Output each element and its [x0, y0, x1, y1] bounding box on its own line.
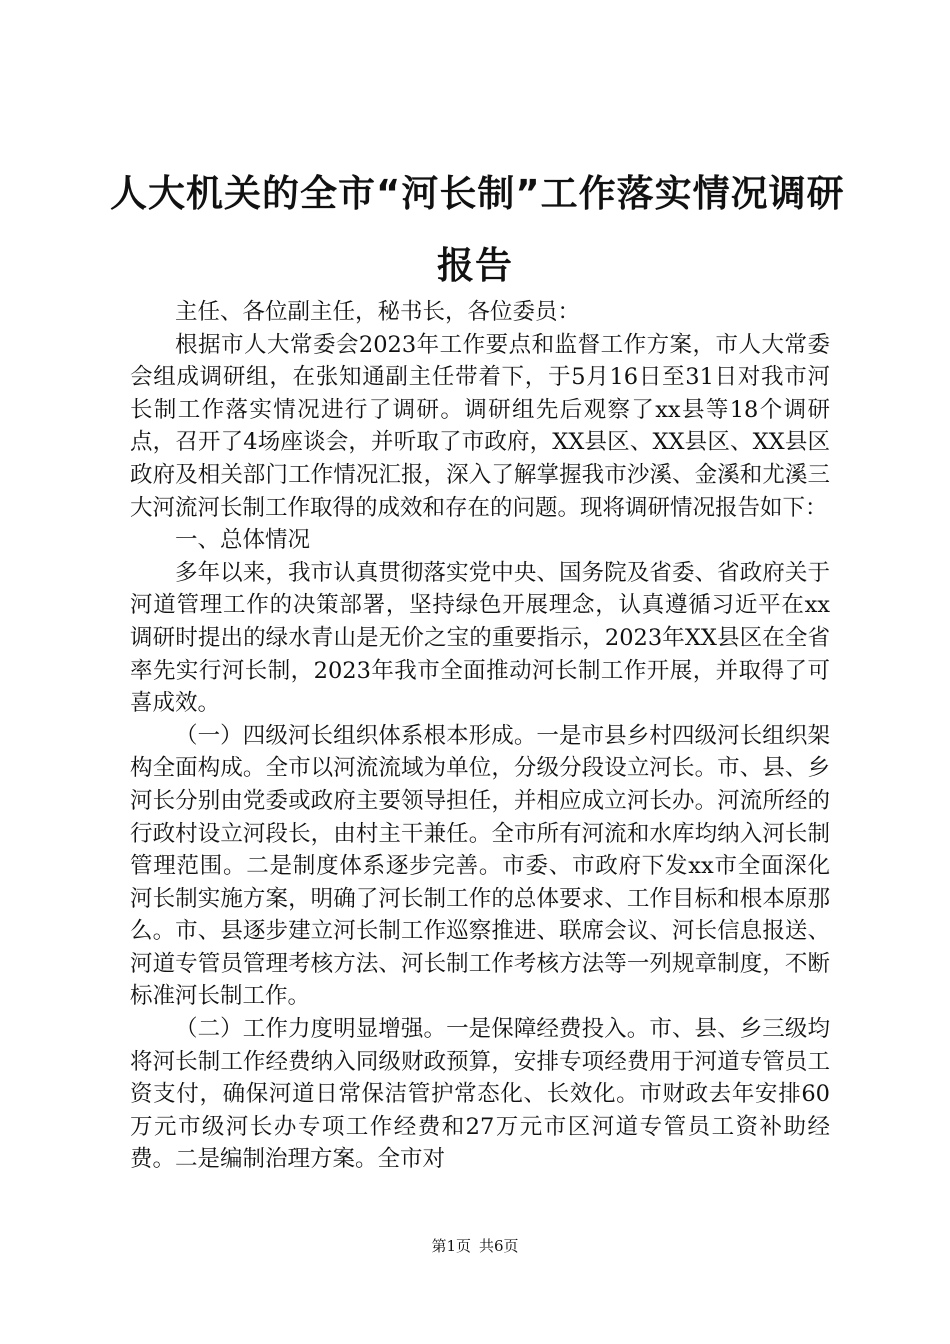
document-title [110, 158, 845, 302]
title-line-1: 人大机关的全市“河长制”工作落实情况调研 [110, 172, 845, 215]
section-heading: 一、总体情况 [175, 527, 311, 554]
salutation-paragraph: 主任、各位副主任，秘书长，各位委员： [175, 299, 581, 325]
overview-paragraph: 多年以来，我市认真贯彻落实党中央、国务院及省委、省政府关于河道管理工作的决策部署，坚持绿色开展理念，认真遵循习近平在xx调研时提出的绿水青山是无价之宝的重要指示，2023年XX县区在全省率先实行河长制，2023年我市全面推动河长制工作开展，并取得了可喜成效。 [130, 559, 830, 717]
page-footer [0, 1236, 950, 1256]
section-1-paragraph: （一）四级河长组织体系根本形成。一是市县乡村四级河长组织架构全面构成。全市以河流流域为单位，分级分段设立河长。市、县、乡河长分别由党委或政府主要领导担任，并相应成立河长办。河流所经的行政村设立河段长，由村主干兼任。全市所有河流和水库均纳入河长制管理范围。二是制度体系逐步完善。市委、市政府下发xx市全面深化河长制实施方案，明确了河长制工作的总体要求、工作目标和根本原那么。市、县逐步建立河长制工作巡察推进、联席会议、河长信息报送、河道专管员管理考核方法、河长制工作考核方法等一列规章制度，不断标准河长制工作。 [130, 722, 830, 1010]
page-number: 第1页 [431, 1237, 471, 1255]
section-2-paragraph: （二）工作力度明显增强。一是保障经费投入。市、县、乡三级均将河长制工作经费纳入同级财政预算，安排专项经费用于河道专管员工资支付，确保河道日常保洁管护常态化、长效化。市财政去年安排60万元市级河长办专项工作经费和27万元市区河道专管员工资补助经费。二是编制治理方案。全市对 [130, 1016, 830, 1173]
title-line-2: 报告 [437, 244, 513, 287]
intro-paragraph: 根据市人大常委会2023年工作要点和监督工作方案，市人大常委会组成调研组，在张知通副主任带着下，于5月16日至31日对我市河长制工作落实情况进行了调研。调研组先后观察了xx县等18个调研点，召开了4场座谈会，并听取了市政府，XX县区、XX县区、XX县区政府及相关部门工作情况汇报，深入了解掌握我市沙溪、金溪和尤溪三大河流河长制工作取得的成效和存在的问题。现将调研情况报告如下： [130, 331, 830, 521]
document-body [130, 296, 830, 1176]
page-total: 共6页 [479, 1237, 519, 1255]
